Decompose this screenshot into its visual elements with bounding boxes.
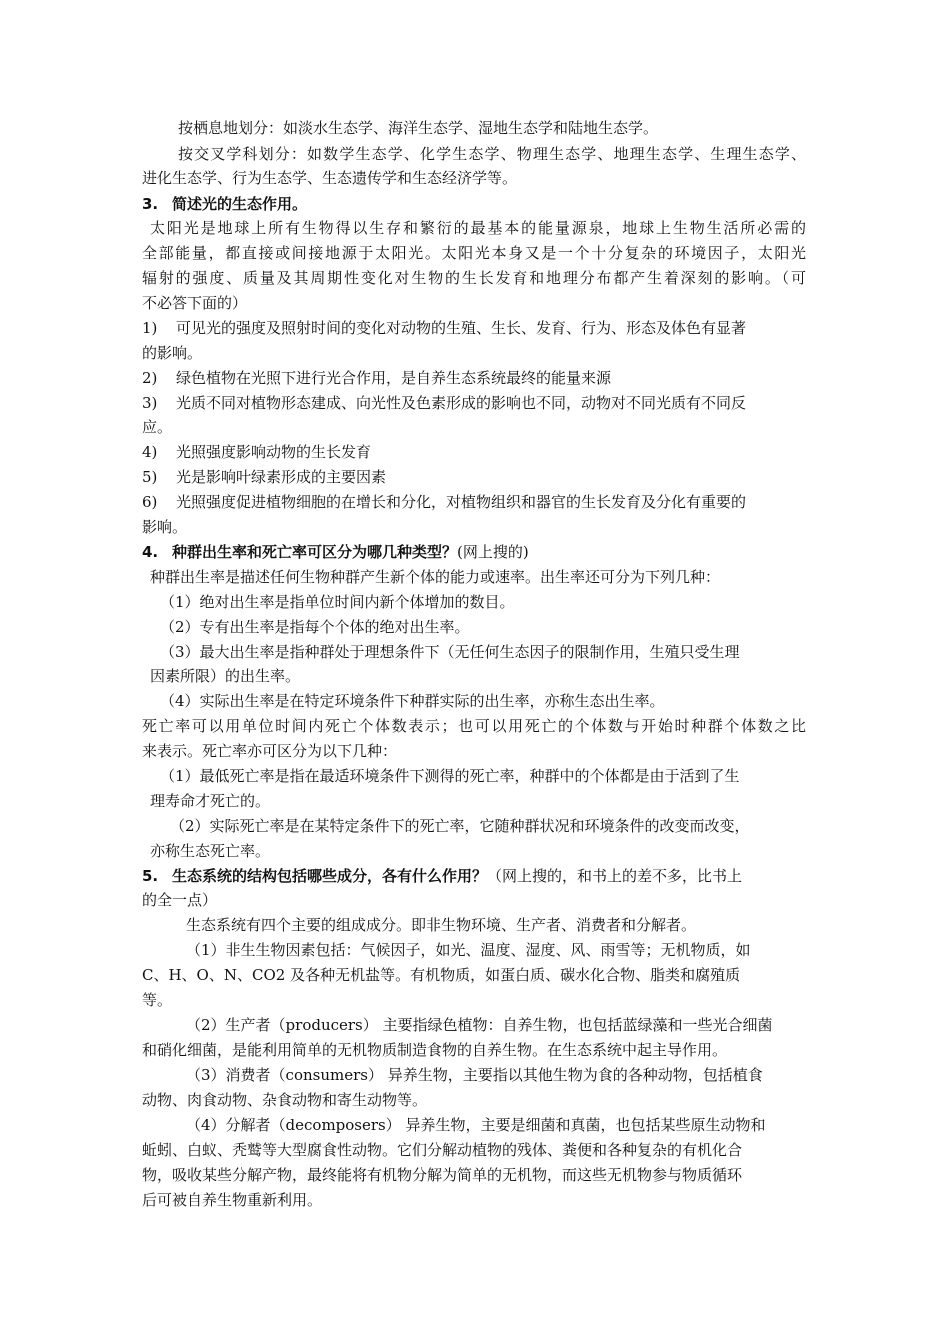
list-item: 1) 可见光的强度及照射时间的变化对动物的生殖、生长、发育、行为、形态及体色有显著: [142, 319, 747, 337]
section-5-line: 蚯蚓、白蚁、秃鹫等大型腐食性动物。它们分解动植物的残体、粪便和各种复杂的有机化合: [142, 1141, 743, 1159]
birth-rate-item: （4）实际出生率是在特定环境条件下种群实际的出生率，亦称生态出生率。: [160, 692, 665, 710]
section-4-note: (网上搜的): [457, 543, 529, 561]
paragraph-interdisciplinary: 按交叉学科划分：如数学生态学、化学生态学、物理生态学、地理生态学、生理生态学、: [178, 145, 806, 163]
section-5-line: （2）生产者（producers） 主要指绿色植物：自养生物，也包括蓝绿藻和一些光合细菌: [186, 1016, 773, 1034]
list-item: 6) 光照强度促进植物细胞的在增长和分化，对植物组织和器官的生长发育及分化有重要的: [142, 493, 747, 511]
list-item: 4) 光照强度影响动物的生长发育: [142, 443, 372, 461]
section-5-number: 5.: [142, 867, 159, 885]
list-item: 3) 光质不同对植物形态建成、向光性及色素形成的影响也不同，动物对不同光质有不同反: [142, 394, 747, 412]
section-3-intro-line: 太阳光是地球上所有生物得以生存和繁衍的最基本的能量源泉，地球上生物生活所必需的: [150, 219, 806, 237]
section-3-heading: [142, 194, 307, 214]
death-rate-intro: 来表示。死亡率亦可区分为以下几种：: [142, 742, 398, 760]
section-5-line: C、H、O、N、CO2 及各种无机盐等。有机物质，如蛋白质、碳水化合物、脂类和腐殖质: [142, 966, 741, 984]
section-5-line: （1）非生生物因素包括：气候因子，如光、温度、湿度、风、雨雪等；无机物质，如: [186, 941, 751, 959]
section-3-title: 简述光的生态作用。: [172, 195, 308, 213]
birth-rate-item: （1）绝对出生率是指单位时间内新个体增加的数目。: [160, 593, 515, 611]
section-3-intro-line: 不必答下面的）: [142, 294, 248, 312]
paragraph-interdisciplinary-cont: 进化生态学、行为生态学、生态遗传学和生态经济学等。: [142, 169, 518, 187]
list-item-cont: 的影响。: [142, 344, 203, 362]
death-rate-intro: 死亡率可以用单位时间内死亡个体数表示；也可以用死亡的个体数与开始时种群个体数之比: [142, 717, 806, 735]
birth-rate-item: （3）最大出生率是指种群处于理想条件下（无任何生态因子的限制作用，生殖只受生理: [160, 643, 740, 661]
section-3-intro-line: 辐射的强度、质量及其周期性变化对生物的生长发育和地理分布都产生着深刻的影响。（可: [142, 269, 806, 287]
birth-rate-item-cont: 因素所限）的出生率。: [150, 667, 301, 685]
death-rate-item-cont: 亦称生态死亡率。: [150, 842, 271, 860]
death-rate-item: （2）实际死亡率是在某特定条件下的死亡率，它随种群状况和环境条件的改变而改变，: [170, 817, 750, 835]
section-5-line: 和硝化细菌，是能利用简单的无机物质制造食物的自养生物。在生态系统中起主导作用。: [142, 1041, 728, 1059]
list-item: 2) 绿色植物在光照下进行光合作用，是自养生态系统最终的能量来源: [142, 369, 612, 387]
section-5-line: 生态系统有四个主要的组成成分。即非生物环境、生产者、消费者和分解者。: [186, 916, 697, 934]
section-4-title: 种群出生率和死亡率可区分为哪几种类型？: [172, 543, 458, 561]
death-rate-item: （1）最低死亡率是指在最适环境条件下测得的死亡率，种群中的个体都是由于活到了生: [160, 767, 740, 785]
section-3-number: 3.: [142, 195, 159, 213]
section-3-intro-line: 全部能量，都直接或间接地源于太阳光。太阳光本身又是一个十分复杂的环境因子，太阳光: [142, 244, 806, 262]
list-item-cont: 应。: [142, 418, 173, 436]
section-5-note-cont: 的全一点）: [142, 891, 218, 909]
paragraph-habitat: 按栖息地划分：如淡水生态学、海洋生态学、湿地生态学和陆地生态学。: [178, 119, 659, 137]
section-5-title: 生态系统的结构包括哪些成分，各有什么作用？: [172, 867, 488, 885]
birth-rate-item: （2）专有出生率是指每个个体的绝对出生率。: [160, 618, 470, 636]
list-item-cont: 影响。: [142, 518, 188, 536]
section-4-heading: [142, 542, 529, 562]
section-4-number: 4.: [142, 543, 159, 561]
section-5-heading: [142, 866, 742, 886]
section-5-line: 动物、肉食动物、杂食动物和寄生动物等。: [142, 1091, 428, 1109]
section-5-line: 物，吸收某些分解产物，最终能将有机物分解为简单的无机物，而这些无机物参与物质循环: [142, 1166, 743, 1184]
section-5-note: （网上搜的，和书上的差不多，比书上: [487, 867, 743, 885]
section-5-line: 等。: [142, 991, 173, 1009]
list-item: 5) 光是影响叶绿素形成的主要因素: [142, 468, 387, 486]
section-4-intro: 种群出生率是描述任何生物种群产生新个体的能力或速率。出生率还可分为下列几种：: [150, 568, 721, 586]
section-5-line: 后可被自养生物重新利用。: [142, 1191, 323, 1209]
section-5-line: （3）消费者（consumers） 异养生物，主要指以其他生物为食的各种动物，包括植食: [186, 1066, 763, 1084]
death-rate-item-cont: 理寿命才死亡的。: [150, 792, 271, 810]
section-5-line: （4）分解者（decomposers） 异养生物，主要是细菌和真菌，也包括某些原生动物和: [186, 1116, 766, 1134]
